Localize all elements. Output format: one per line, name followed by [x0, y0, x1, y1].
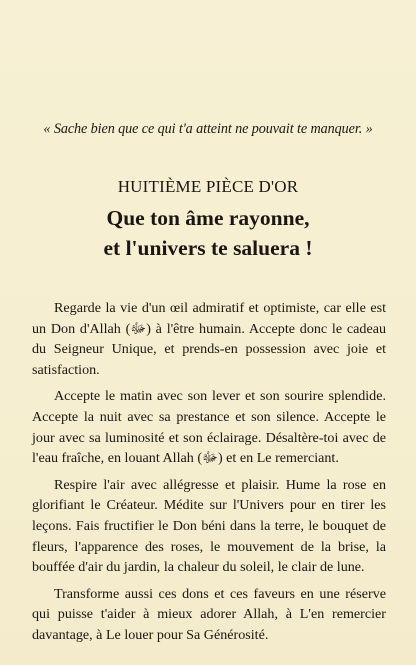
chapter-title-line-1: Que ton âme rayonne, [106, 206, 310, 230]
chapter-title [0, 203, 416, 263]
body-text [32, 298, 386, 652]
paragraph-2: Accepte le matin avec son lever et son sourire splendide. Accepte la nuit avec sa prestance et son silence. Accepte le jour avec sa luminosité et son éclairage. Désaltère-toi avec de l'eau fraîche, en louant Allah (ﷻ) et en Le remerciant. [32, 388, 386, 467]
chapter-title-line-2: et l'univers te saluera ! [103, 236, 313, 260]
epigraph-quote: « Sache bien que ce qui t'a atteint ne pouvait te manquer. » [43, 121, 373, 137]
paragraph-4: Transforme aussi ces dons et ces faveurs en une réserve qui puisse t'aider à mieux adorer Allah, à L'en remercier davantage, à Le louer pour Sa Générosité. [32, 585, 386, 643]
paragraph-1: Regarde la vie d'un œil admiratif et optimiste, car elle est un Don d'Allah (ﷻ) à l'être humain. Accepte donc le cadeau du Seigneur Unique, et prends-en possession avec joie et satisfaction. [32, 300, 386, 378]
paragraph-3: Respire l'air avec allégresse et plaisir. Hume la rose en glorifiant le Créateur. Médite sur l'Univers pour en tirer les leçons. Fais fructifier le Don béni dans la terre, le bouquet de fleurs, l'apparence des roses, le mouvement de la brise, la bouffée d'air du jardin, la chaleur du soleil, le clair de lune. [32, 476, 386, 576]
chapter-label: HUITIÈME PIÈCE D'OR [117, 177, 299, 196]
